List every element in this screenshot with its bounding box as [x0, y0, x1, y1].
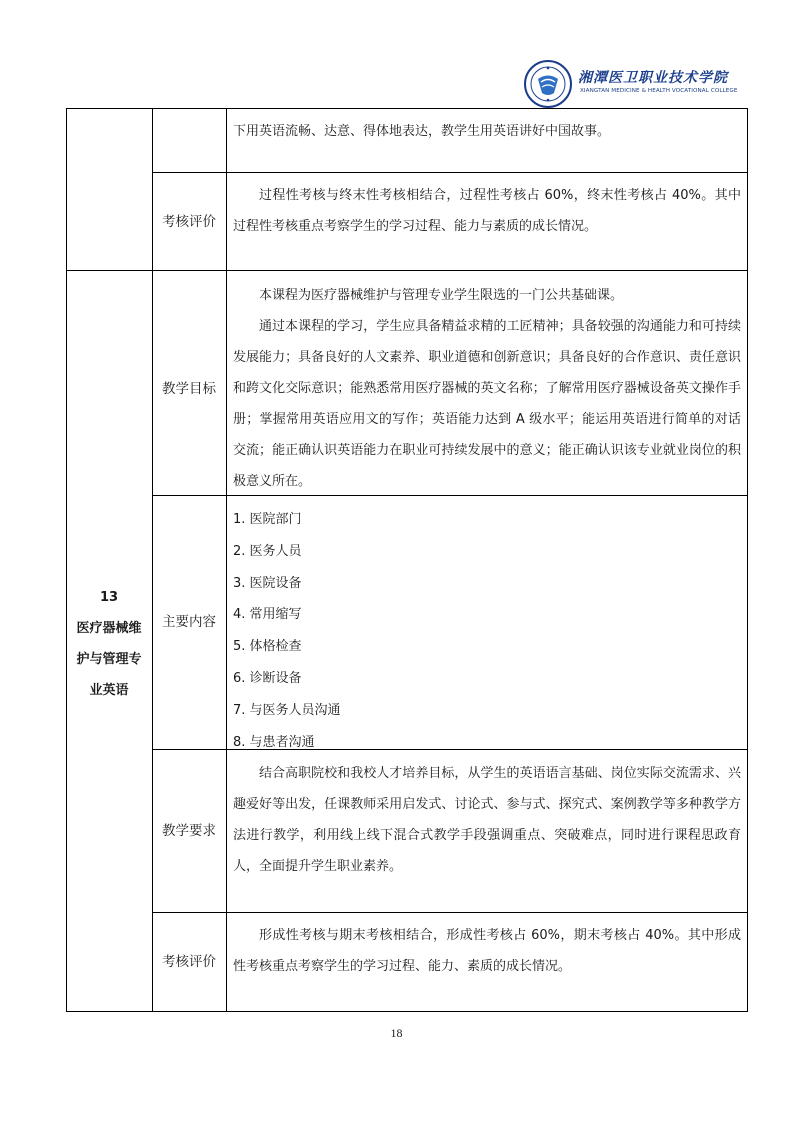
content-item: 2. 医务人员: [233, 543, 302, 559]
prev-assess-label: 考核评价: [162, 214, 216, 230]
assess-text: 形成性考核与期末考核相结合，形成性考核占 60%，期末考核占 40%。其中形成性考核重点考察学生的学习过程、能力、素质的成长情况。: [233, 928, 741, 974]
content-item: 1. 医院部门: [233, 512, 302, 527]
content-item: 7. 与医务人员沟通: [233, 702, 341, 718]
course-name-line: 医疗器械维: [76, 621, 142, 636]
goal-label: 教学目标: [162, 381, 216, 397]
content-item: 6. 诊断设备: [233, 670, 302, 686]
content-list: [233, 504, 733, 758]
content-item: 8. 与患者沟通: [233, 734, 315, 750]
prev-course-text-line: 下用英语流畅、达意、得体地表达，教学生用英语讲好中国故事。: [233, 124, 611, 139]
school-name-en: XIANGTAN MEDICINE & HEALTH VOCATIONAL COLLEGE: [580, 88, 738, 94]
content-label: 主要内容: [162, 614, 216, 630]
goal-paragraph: 本课程为医疗器械维护与管理专业学生限选的一门公共基础课。: [259, 288, 624, 303]
prev-assess-cell: [233, 180, 741, 242]
prev-course-text-cont: [233, 116, 741, 147]
assess-label: 考核评价: [162, 954, 216, 970]
req-cell: [233, 758, 741, 882]
course-number: 13: [99, 590, 119, 605]
school-seal-icon: [524, 60, 572, 108]
req-text: 结合高职院校和我校人才培养目标，从学生的英语语言基础、岗位实际交流需求、兴趣爱好等出发，任课教师采用启发式、讨论式、参与式、探究式、案例教学等多种教学方法进行教学，利用线上线下混合式教学手段强调重点、突破难点，同时进行课程思政育人，全面提升学生职业素养。: [233, 766, 741, 874]
page-number: 18: [390, 1026, 403, 1040]
content-item: 3. 医院设备: [233, 575, 302, 591]
course-name-cell: [66, 582, 152, 706]
course-name-line: 业英语: [89, 683, 129, 698]
goal-cell: [233, 280, 741, 497]
goal-paragraph: 通过本课程的学习，学生应具备精益求精的工匠精神；具备较强的沟通能力和可持续发展能力；具备良好的人文素养、职业道德和创新意识；具备良好的合作意识、责任意识和跨文化交际意识；能熟悉常用医疗器械的英文名称；了解常用医疗器械设备英文操作手册；掌握常用英语应用文的写作；英语能力达到 A 级水平；能运用英语进行简单的对话交流；能正确认识英语能力在职业可持续发展中的意义；能正确认识该专业就业岗位的积极意义所在。: [233, 319, 741, 489]
content-item: 5. 体格检查: [233, 639, 302, 655]
course-name-line: 护与管理专: [76, 652, 142, 667]
assess-cell: [233, 920, 741, 982]
school-logo: [524, 60, 746, 110]
school-name-cn: 湘潭医卫职业技术学院: [578, 70, 728, 86]
prev-assess-text: 过程性考核与终末性考核相结合，过程性考核占 60%，终末性考核占 40%。其中过程性考核重点考察学生的学习过程、能力与素质的成长情况。: [233, 188, 741, 234]
req-label: 教学要求: [162, 823, 216, 839]
content-item: 4. 常用缩写: [233, 607, 302, 623]
